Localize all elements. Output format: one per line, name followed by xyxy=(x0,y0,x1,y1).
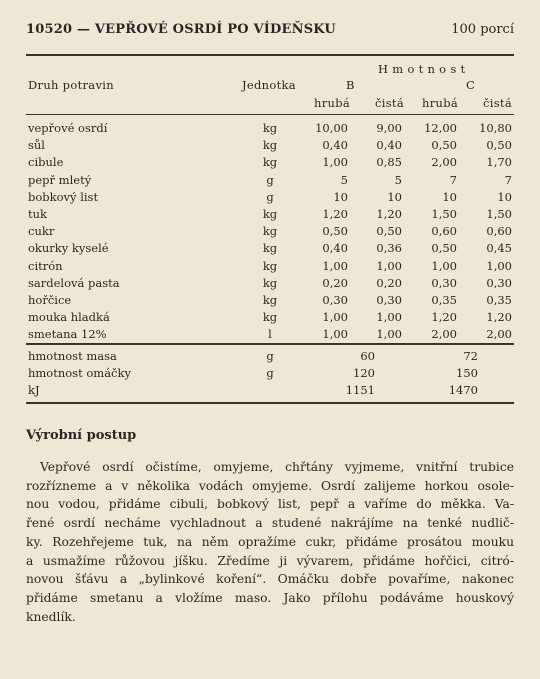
procedure-line: ky. Rozehřejeme tuk, na něm opražíme cukr, přidáme prosátou mouku xyxy=(26,534,514,549)
c-net-value: 0,35 xyxy=(486,293,512,307)
c-gross-value: 10 xyxy=(442,189,457,204)
total-unit: g xyxy=(266,349,274,363)
c-gross-value: 0,50 xyxy=(431,138,457,153)
procedure-text xyxy=(26,458,514,626)
ingredient-unit: kg xyxy=(262,258,278,273)
c-net-value: 10 xyxy=(497,189,512,204)
b-gross-value: 0,20 xyxy=(322,275,348,290)
c-gross-value: 0,30 xyxy=(431,275,457,290)
total-c-value: 150 xyxy=(456,366,478,380)
total-b-value: 60 xyxy=(360,349,375,363)
b-gross-value: 10,00 xyxy=(315,121,348,135)
ingredient-name: smetana 12% xyxy=(28,327,107,342)
col-unit-header: Jednotka xyxy=(242,78,296,92)
portions-count: 100 porcí xyxy=(451,22,514,37)
table-top-rule xyxy=(26,54,514,56)
b-net-value: 1,00 xyxy=(376,327,402,342)
group-b-header: B xyxy=(346,78,355,92)
c-net-value: 0,30 xyxy=(486,275,512,290)
ingredient-name: pepř mletý xyxy=(28,172,92,187)
b-net-value: 9,00 xyxy=(376,121,402,135)
b-net-value: 5 xyxy=(394,172,402,187)
ingredient-unit: kg xyxy=(262,241,278,256)
ingredient-unit: kg xyxy=(262,138,278,153)
ingredient-unit: g xyxy=(266,172,274,187)
b-gross-value: 5 xyxy=(340,172,348,187)
c-gross-value: 7 xyxy=(449,172,457,187)
ingredient-unit: kg xyxy=(262,275,278,290)
ingredient-unit: kg xyxy=(262,224,278,239)
c-net-value: 7 xyxy=(504,172,512,187)
table-bottom-rule xyxy=(26,402,514,404)
procedure-line: řené osrdí necháme vychladnout a studené nakrájíme na tenké nudlič- xyxy=(26,516,514,531)
ingredient-name: sůl xyxy=(28,138,45,153)
header-bottom-rule xyxy=(26,114,514,115)
c-gross-value: 1,20 xyxy=(431,310,457,325)
ingredient-unit: g xyxy=(266,189,274,204)
c-gross-value: 0,35 xyxy=(431,293,457,307)
ingredient-name: sardelová pasta xyxy=(28,275,120,290)
ingredient-name: mouka hladká xyxy=(28,310,110,325)
b-net-value: 0,40 xyxy=(376,138,402,153)
b-net-value: 0,30 xyxy=(376,293,402,307)
procedure-line: nou vodou, přidáme cibuli, bobkový list, pepř a vaříme do měkka. Va- xyxy=(26,497,514,512)
c-net-value: 1,70 xyxy=(486,155,512,170)
c-gross-value: 12,00 xyxy=(424,121,457,135)
total-name: hmotnost omáčky xyxy=(28,366,131,380)
c-net-value: 0,60 xyxy=(486,224,512,239)
sub-gross-b: hrubá xyxy=(314,96,351,110)
c-gross-value: 0,60 xyxy=(431,224,457,239)
b-gross-value: 10 xyxy=(333,189,348,204)
b-net-value: 10 xyxy=(387,189,402,204)
ingredient-unit: l xyxy=(268,327,272,342)
total-b-value: 1151 xyxy=(345,383,375,397)
c-gross-value: 1,00 xyxy=(431,258,457,273)
total-c-value: 1470 xyxy=(448,383,478,397)
ingredient-name: cukr xyxy=(28,224,55,239)
sub-gross-c: hrubá xyxy=(422,96,459,110)
ingredient-unit: kg xyxy=(262,207,278,221)
b-gross-value: 0,50 xyxy=(322,224,348,239)
procedure-line: přidáme smetanu a vložíme maso. Jako přílohu podáváme houskový xyxy=(26,590,514,605)
c-net-value: 0,50 xyxy=(486,138,512,153)
procedure-line: a usmažíme růžovou jíšku. Zředíme ji vývarem, přidáme hořčici, citró- xyxy=(26,553,514,568)
procedure-line: rozřízneme a v několika vodách omyjeme. Osrdí zalijeme horkou osole- xyxy=(26,478,514,493)
c-net-value: 1,20 xyxy=(486,310,512,325)
title-row xyxy=(26,22,514,42)
procedure-title: Výrobní postup xyxy=(26,428,137,443)
recipe-title: 10520 — VEPŘOVÉ OSRDÍ PO VÍDEŇSKU xyxy=(26,22,336,37)
b-net-value: 1,00 xyxy=(376,310,402,325)
ingredient-name: cibule xyxy=(28,155,64,170)
totals-rule xyxy=(26,343,514,345)
b-net-value: 1,20 xyxy=(376,207,402,221)
b-net-value: 0,20 xyxy=(376,275,402,290)
ingredient-unit: kg xyxy=(262,293,278,307)
c-gross-value: 1,50 xyxy=(431,207,457,221)
ingredient-name: vepřové osrdí xyxy=(28,121,108,135)
ingredient-unit: kg xyxy=(262,121,278,135)
b-gross-value: 1,00 xyxy=(322,258,348,273)
b-net-value: 1,00 xyxy=(376,258,402,273)
weight-header: H m o t n o s t xyxy=(378,62,466,76)
c-net-value: 0,45 xyxy=(486,241,512,256)
ingredient-name: okurky kyselé xyxy=(28,241,109,256)
ingredient-name: bobkový list xyxy=(28,189,99,204)
total-unit: g xyxy=(266,366,274,380)
b-gross-value: 1,20 xyxy=(322,207,348,221)
b-gross-value: 0,40 xyxy=(322,138,348,153)
group-c-header: C xyxy=(466,78,476,92)
ingredient-unit: kg xyxy=(262,155,278,170)
b-net-value: 0,85 xyxy=(376,155,402,170)
total-name: kJ xyxy=(28,383,40,397)
procedure-line: novou šťávu a „bylinkové koření“. Omáčku dobře povaříme, nakonec xyxy=(26,572,514,587)
ingredient-unit: kg xyxy=(262,310,278,325)
total-b-value: 120 xyxy=(353,366,375,380)
procedure-line: knedlík. xyxy=(26,609,76,624)
b-gross-value: 1,00 xyxy=(322,155,348,170)
b-net-value: 0,36 xyxy=(376,241,402,256)
b-gross-value: 1,00 xyxy=(322,310,348,325)
b-gross-value: 1,00 xyxy=(322,327,348,342)
ingredient-name: hořčice xyxy=(28,293,72,307)
ingredient-name: citrón xyxy=(28,258,63,273)
c-net-value: 1,00 xyxy=(486,258,512,273)
procedure-line: Vepřové osrdí očistíme, omyjeme, chřtány vyjmeme, vnitřní trubice xyxy=(40,460,514,474)
c-net-value: 2,00 xyxy=(486,327,512,342)
sub-net-b: čistá xyxy=(375,96,404,110)
total-c-value: 72 xyxy=(463,349,478,363)
col-name-header: Druh potravin xyxy=(28,78,114,92)
b-gross-value: 0,30 xyxy=(322,293,348,307)
sub-net-c: čistá xyxy=(483,96,512,110)
c-net-value: 1,50 xyxy=(486,207,512,221)
c-net-value: 10,80 xyxy=(479,121,512,135)
b-net-value: 0,50 xyxy=(376,224,402,239)
c-gross-value: 0,50 xyxy=(431,241,457,256)
c-gross-value: 2,00 xyxy=(431,327,457,342)
ingredient-name: tuk xyxy=(28,207,47,221)
total-name: hmotnost masa xyxy=(28,349,117,363)
b-gross-value: 0,40 xyxy=(322,241,348,256)
c-gross-value: 2,00 xyxy=(431,155,457,170)
